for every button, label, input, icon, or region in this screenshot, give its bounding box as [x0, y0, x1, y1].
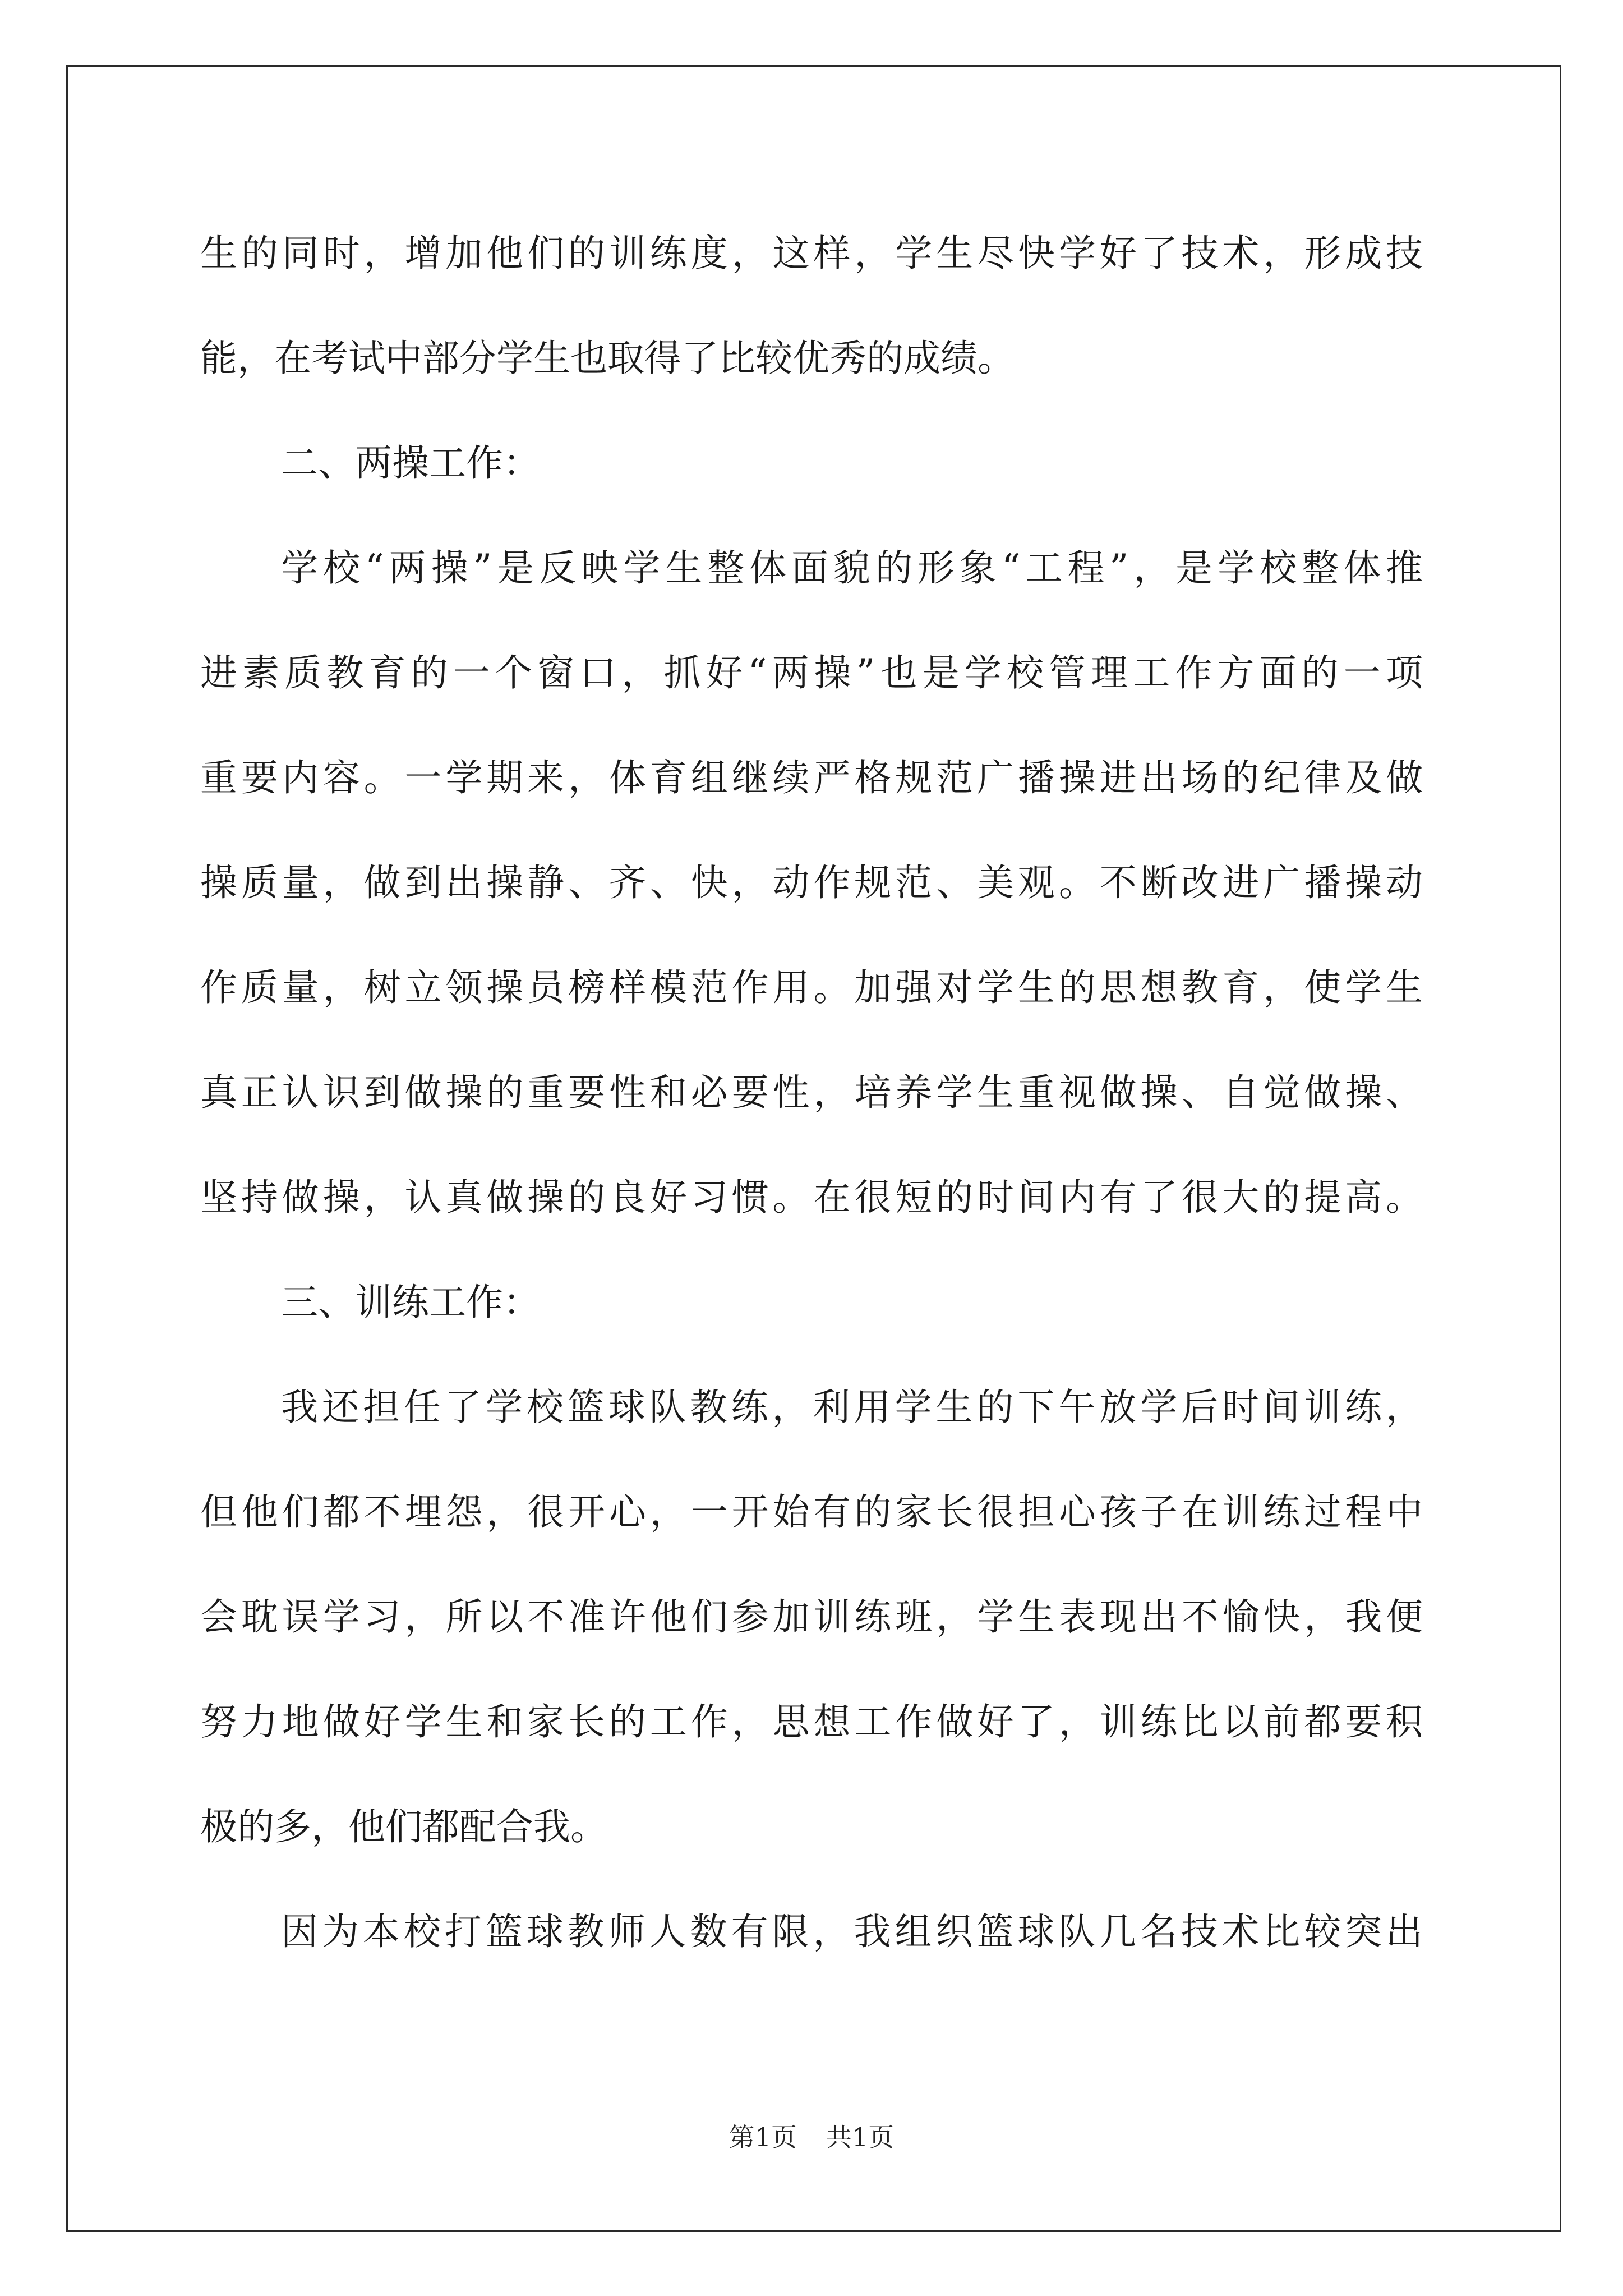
- line-text: 我还担任了学校篮球队教练，利用学生的下午放学后时间训练，: [281, 1386, 1423, 1429]
- page-number: 第1页: [728, 2122, 797, 2152]
- text-line: [200, 849, 1423, 954]
- line-text: 因为本校打篮球教师人数有限，我组织篮球队几名技术比较突出: [281, 1910, 1423, 1953]
- text-line: [200, 1374, 1423, 1479]
- text-line: [200, 1898, 1423, 2003]
- line-text: 进素质教育的一个窗口，抓好“两操”也是学校管理工作方面的一项: [200, 651, 1423, 694]
- line-text: 能，在考试中部分学生也取得了比较优秀的成绩。: [200, 337, 1015, 380]
- heading-text: 二、两操工作：: [281, 441, 540, 485]
- line-text: 但他们都不埋怨，很开心，一开始有的家长很担心孩子在训练过程中: [200, 1490, 1423, 1534]
- section-heading: [200, 430, 1423, 535]
- line-text: 真正认识到做操的重要性和必要性，培养学生重视做操、自觉做操、: [200, 1071, 1423, 1114]
- text-line: [200, 535, 1423, 639]
- line-text: 坚持做操，认真做操的良好习惯。在很短的时间内有了很大的提高。: [200, 1176, 1423, 1219]
- text-line: [200, 1793, 1423, 1898]
- text-line: [200, 744, 1423, 849]
- heading-text: 三、训练工作：: [281, 1281, 540, 1324]
- line-text: 重要内容。一学期来，体育组继续严格规范广播操进出场的纪律及做: [200, 756, 1423, 799]
- text-line: [200, 1479, 1423, 1584]
- page-total: 共1页: [826, 2122, 895, 2152]
- line-text: 极的多，他们都配合我。: [200, 1805, 607, 1848]
- text-line: [200, 220, 1423, 325]
- line-text: 学校“两操”是反映学生整体面貌的形象“工程”，是学校整体推: [281, 546, 1423, 590]
- text-line: [200, 954, 1423, 1059]
- line-text: 作质量，树立领操员榜样模范作用。加强对学生的思想教育，使学生: [200, 966, 1423, 1009]
- text-line: [200, 1059, 1423, 1164]
- line-text: 操质量，做到出操静、齐、快，动作规范、美观。不断改进广播操动: [200, 861, 1423, 904]
- section-heading: [200, 1269, 1423, 1374]
- line-text: 会耽误学习，所以不准许他们参加训练班，学生表现出不愉快，我便: [200, 1595, 1423, 1639]
- page-footer: [0, 2120, 1623, 2154]
- text-line: [200, 325, 1423, 430]
- line-text: 努力地做好学生和家长的工作，思想工作做好了，训练比以前都要积: [200, 1700, 1423, 1743]
- text-line: [200, 639, 1423, 744]
- text-line: [200, 1164, 1423, 1269]
- document-body: [200, 220, 1423, 2003]
- line-text: 生的同时，增加他们的训练度，这样，学生尽快学好了技术，形成技: [200, 232, 1423, 275]
- text-line: [200, 1688, 1423, 1793]
- text-line: [200, 1584, 1423, 1688]
